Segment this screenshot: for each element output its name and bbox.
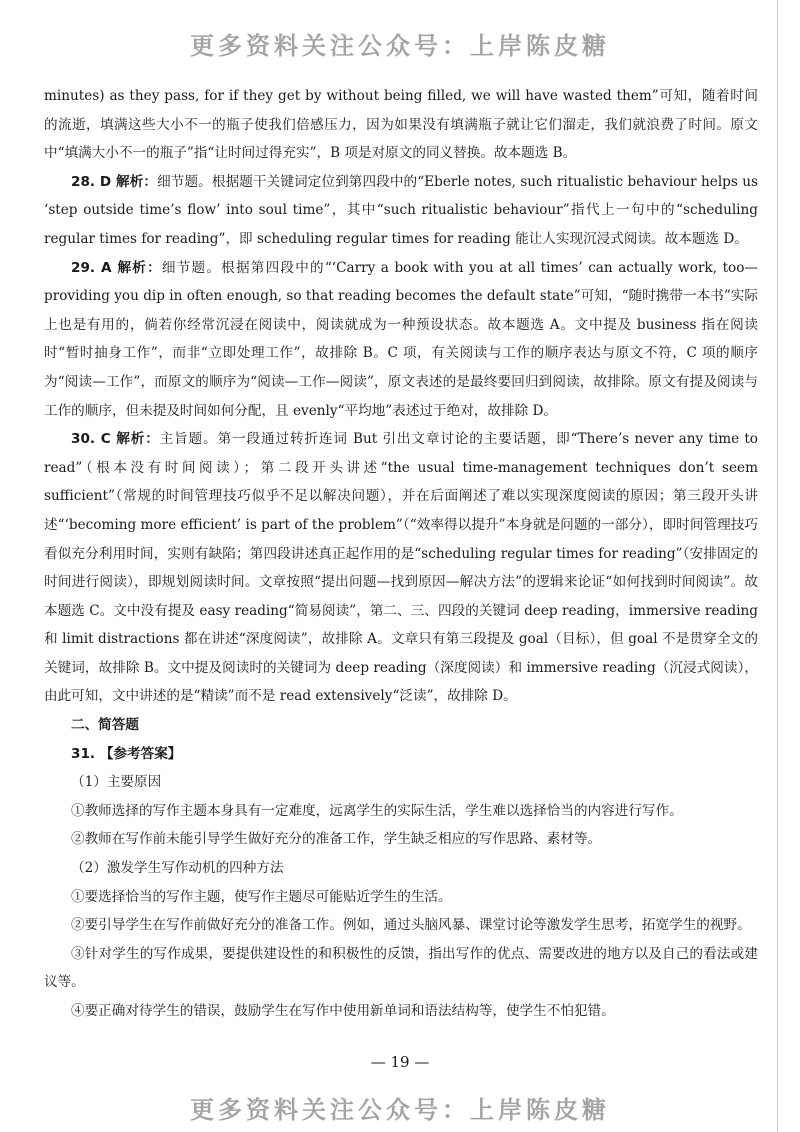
question-31-part2-title: （2）激发学生写作动机的四种方法 xyxy=(71,860,284,877)
question-31-part2-item: ③针对学生的写作成果，要提供建设性的和积极性的反馈，指出写作的优点、需要改进的地方以及自己的看法或建议等。 xyxy=(44,945,758,991)
question-29-head: 29. A 解析： xyxy=(71,259,162,276)
continuation-paragraph: minutes) as they pass, for if they get by without being filled, we will have wasted them”可知，随着时间的流逝，填满这些大小不一的瓶子使我们倍感压力，因为如果没有填满瓶子就让它们溜走，我们就浪费了时间。原文中“填满大小不一的瓶子”指“让时间过得充实”，B 项是对原文的同义替换。故本题选 B。 xyxy=(44,88,758,162)
question-28-text: 细节题。根据题干关键词定位到第四段中的“Eberle notes, such ritualistic behaviour helps us ‘step outside time’s flow’ into soul time”，其中“such ritualistic behaviour”指代上一句中的“scheduling regular times for reading”，即 scheduling regular times for reading 能让人实现沉浸式阅读。故本题选 D。 xyxy=(44,173,758,247)
question-28-explanation xyxy=(44,168,758,254)
question-29-explanation xyxy=(44,254,758,426)
page-content xyxy=(44,82,758,1026)
question-29-text: 细节题。根据第四段中的“‘Carry a book with you at all times’ can actually work, too—providing you dip in often enough, so that reading becomes the default state”可知，“随时携带一本书”实际上也是有用的，倘若你经常沉浸在阅读中，阅读就成为一种预设状态。故本题选 A。文中提及 business 指在阅读时“暂时抽身工作”，而非“立即处理工作”，故排除 B。C 项，有关阅读与工作的顺序表达与原文不符，C 项的顺序为“阅读—工作”，而原文的顺序为“阅读—工作—阅读”，原文表述的是最终要回归到阅读，故排除。原文有提及阅读与工作的顺序，但未提及时间如何分配，且 evenly“平均地”表述过于绝对，故排除 D。 xyxy=(44,259,758,419)
question-31-part1-title: （1）主要原因 xyxy=(71,774,162,791)
question-31-part2-item: ④要正确对待学生的错误，鼓励学生在写作中使用新单词和语法结构等，使学生不怕犯错。 xyxy=(71,1003,615,1019)
question-31-part2-item: ①要选择恰当的写作主题，使写作主题尽可能贴近学生的生活。 xyxy=(71,888,452,905)
scan-edge-line xyxy=(777,0,778,1132)
question-30-head: 30. C 解析： xyxy=(71,431,160,448)
question-31-head: 31. 【参考答案】 xyxy=(71,745,182,762)
page-number: — 19 — xyxy=(370,1053,430,1071)
watermark-bottom: 更多资料关注公众号：上岸陈皮糖 xyxy=(190,1096,610,1124)
question-31-part1-item: ②教师在写作前未能引导学生做好充分的准备工作，学生缺乏相应的写作思路、素材等。 xyxy=(71,831,602,848)
section-title: 二、简答题 xyxy=(71,717,139,734)
watermark-top: 更多资料关注公众号：上岸陈皮糖 xyxy=(190,32,610,60)
question-30-explanation xyxy=(44,425,758,711)
question-31-part2-item: ②要引导学生在写作前做好充分的准备工作。例如，通过头脑风暴、课堂讨论等激发学生思考，拓宽学生的视野。 xyxy=(71,917,751,934)
question-30-text: 主旨题。第一段通过转折连词 But 引出文章讨论的主要话题，即“There’s never any time to read”（根本没有时间阅读）；第二段开头讲述“the usual time-management techniques don’t seem sufficient”（常规的时间管理技巧似乎不足以解决问题），并在后面阐述了难以实现深度阅读的原因；第三段开头讲述“‘becoming more efficient’ is part of the problem”（“效率得以提升”本身就是问题的一部分），即时间管理技巧看似充分利用时间，实则有缺陷；第四段讲述真正起作用的是“scheduling regular times for reading”（安排固定的时间进行阅读），即规划阅读时间。文章按照“提出问题—找到原因—解决方法”的逻辑来论证“如何找到时间阅读”。故本题选 C。文中没有提及 easy reading“简易阅读”，第二、三、四段的关键词 deep reading，immersive reading 和 limit distractions 都在讲述“深度阅读”，故排除 A。文章只有第三段提及 goal（目标），但 goal 不是贯穿全文的关键词，故排除 B。文中提及阅读时的关键词为 deep reading（深度阅读）和 immersive reading（沉浸式阅读），由此可知，文中讲述的是“精读”而不是 read extensively“泛读”，故排除 D。 xyxy=(44,431,758,705)
question-28-head: 28. D 解析： xyxy=(71,173,158,190)
question-31-part1-item: ①教师选择的写作主题本身具有一定难度，远离学生的实际生活，学生难以选择恰当的内容进行写作。 xyxy=(71,802,683,819)
